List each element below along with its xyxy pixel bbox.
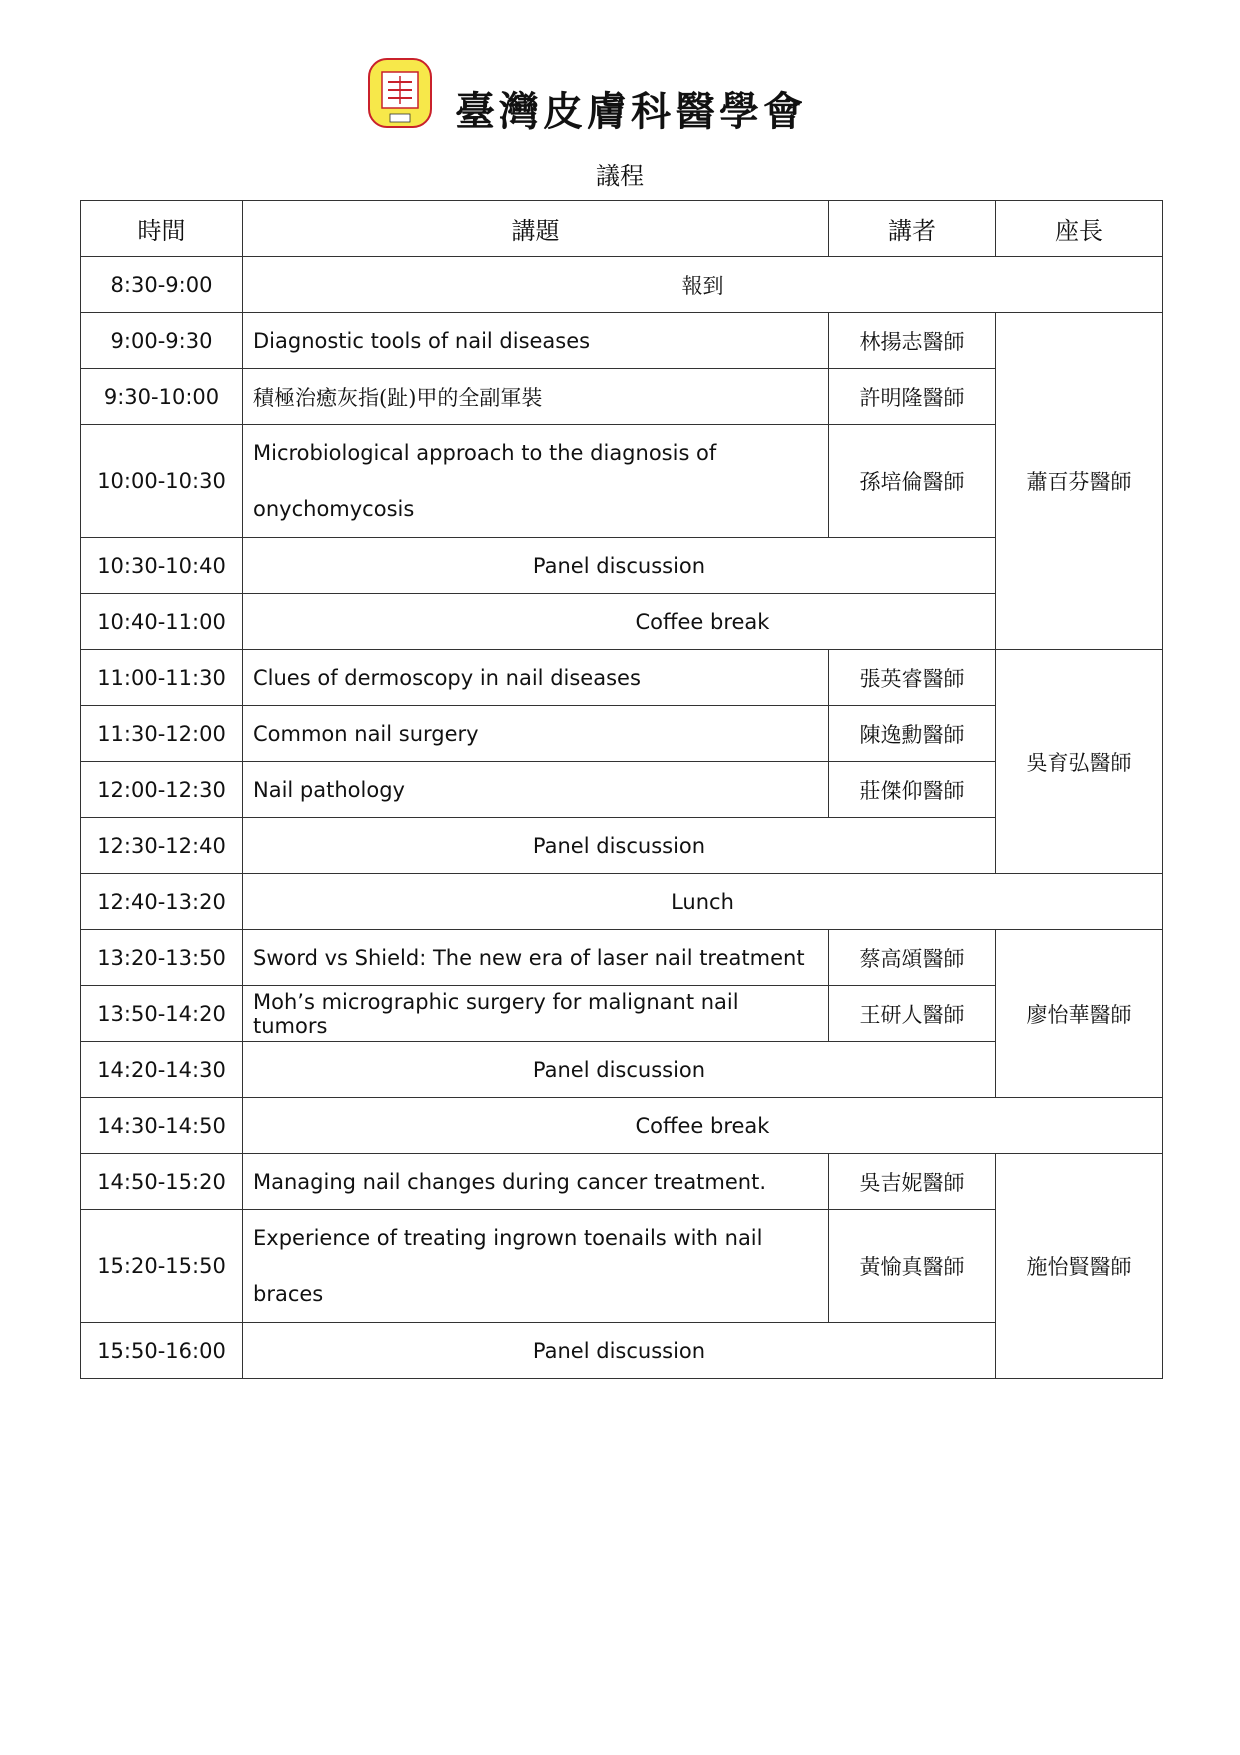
speaker-cell: 莊傑仰醫師 — [829, 762, 996, 818]
table-row — [81, 1098, 1163, 1154]
speaker-cell: 蔡高頌醫師 — [829, 930, 996, 986]
table-row — [81, 874, 1163, 930]
time-cell: 10:30-10:40 — [81, 538, 243, 594]
time-cell: 10:00-10:30 — [81, 425, 243, 538]
document-header — [0, 52, 1240, 190]
topic-cell: Diagnostic tools of nail diseases — [243, 313, 829, 369]
speaker-cell: 林揚志醫師 — [829, 313, 996, 369]
break-cell: Coffee break — [243, 594, 1163, 650]
chair-cell: 蕭百芬醫師 — [996, 313, 1163, 650]
speaker-cell: 黃愉真醫師 — [829, 1210, 996, 1323]
organization-title: 臺灣皮膚科醫學會 — [455, 88, 807, 135]
table-row — [81, 313, 1163, 369]
time-cell: 15:50-16:00 — [81, 1323, 243, 1379]
topic-cell: Nail pathology — [243, 762, 829, 818]
time-cell: 13:20-13:50 — [81, 930, 243, 986]
time-cell: 8:30-9:00 — [81, 257, 243, 313]
panel-discussion-cell: Panel discussion — [243, 1042, 996, 1098]
time-cell: 14:50-15:20 — [81, 1154, 243, 1210]
panel-discussion-cell: Panel discussion — [243, 538, 996, 594]
table-header-row — [81, 201, 1163, 257]
topic-cell: Moh’s micrographic surgery for malignant nail tumors — [243, 986, 829, 1042]
table-row — [81, 930, 1163, 986]
speaker-cell: 許明隆醫師 — [829, 369, 996, 425]
registration-cell: 報到 — [243, 257, 1163, 313]
speaker-cell: 王研人醫師 — [829, 986, 996, 1042]
time-cell: 9:00-9:30 — [81, 313, 243, 369]
time-cell: 11:00-11:30 — [81, 650, 243, 706]
table-row — [81, 257, 1163, 313]
chair-cell: 廖怡華醫師 — [996, 930, 1163, 1098]
time-cell: 14:20-14:30 — [81, 1042, 243, 1098]
topic-cell: Clues of dermoscopy in nail diseases — [243, 650, 829, 706]
topic-cell: Experience of treating ingrown toenails with nail braces — [243, 1210, 829, 1323]
chair-cell: 吳育弘醫師 — [996, 650, 1163, 874]
table-row — [81, 594, 1163, 650]
time-cell: 15:20-15:50 — [81, 1210, 243, 1323]
lunch-cell: Lunch — [243, 874, 1163, 930]
time-cell: 11:30-12:00 — [81, 706, 243, 762]
header-topic: 講題 — [243, 201, 829, 257]
panel-discussion-cell: Panel discussion — [243, 818, 996, 874]
topic-cell: Common nail surgery — [243, 706, 829, 762]
header-chair: 座長 — [996, 201, 1163, 257]
time-cell: 14:30-14:50 — [81, 1098, 243, 1154]
break-cell: Coffee break — [243, 1098, 1163, 1154]
time-cell: 13:50-14:20 — [81, 986, 243, 1042]
chair-cell: 施怡賢醫師 — [996, 1154, 1163, 1379]
table-row — [81, 650, 1163, 706]
speaker-cell: 張英睿醫師 — [829, 650, 996, 706]
association-logo — [368, 58, 432, 128]
document-subtitle: 議程 — [596, 162, 644, 190]
topic-cell: Managing nail changes during cancer treatment. — [243, 1154, 829, 1210]
panel-discussion-cell: Panel discussion — [243, 1323, 996, 1379]
time-cell: 12:00-12:30 — [81, 762, 243, 818]
agenda-table — [80, 200, 1163, 1379]
topic-cell: Microbiological approach to the diagnosis of onychomycosis — [243, 425, 829, 538]
header-speaker: 講者 — [829, 201, 996, 257]
time-cell: 12:30-12:40 — [81, 818, 243, 874]
topic-cell: Sword vs Shield: The new era of laser nail treatment — [243, 930, 829, 986]
table-row — [81, 1154, 1163, 1210]
speaker-cell: 吳吉妮醫師 — [829, 1154, 996, 1210]
time-cell: 12:40-13:20 — [81, 874, 243, 930]
time-cell: 10:40-11:00 — [81, 594, 243, 650]
speaker-cell: 陳逸勳醫師 — [829, 706, 996, 762]
topic-cell: 積極治癒灰指(趾)甲的全副軍裝 — [243, 369, 829, 425]
time-cell: 9:30-10:00 — [81, 369, 243, 425]
speaker-cell: 孫培倫醫師 — [829, 425, 996, 538]
header-time: 時間 — [81, 201, 243, 257]
